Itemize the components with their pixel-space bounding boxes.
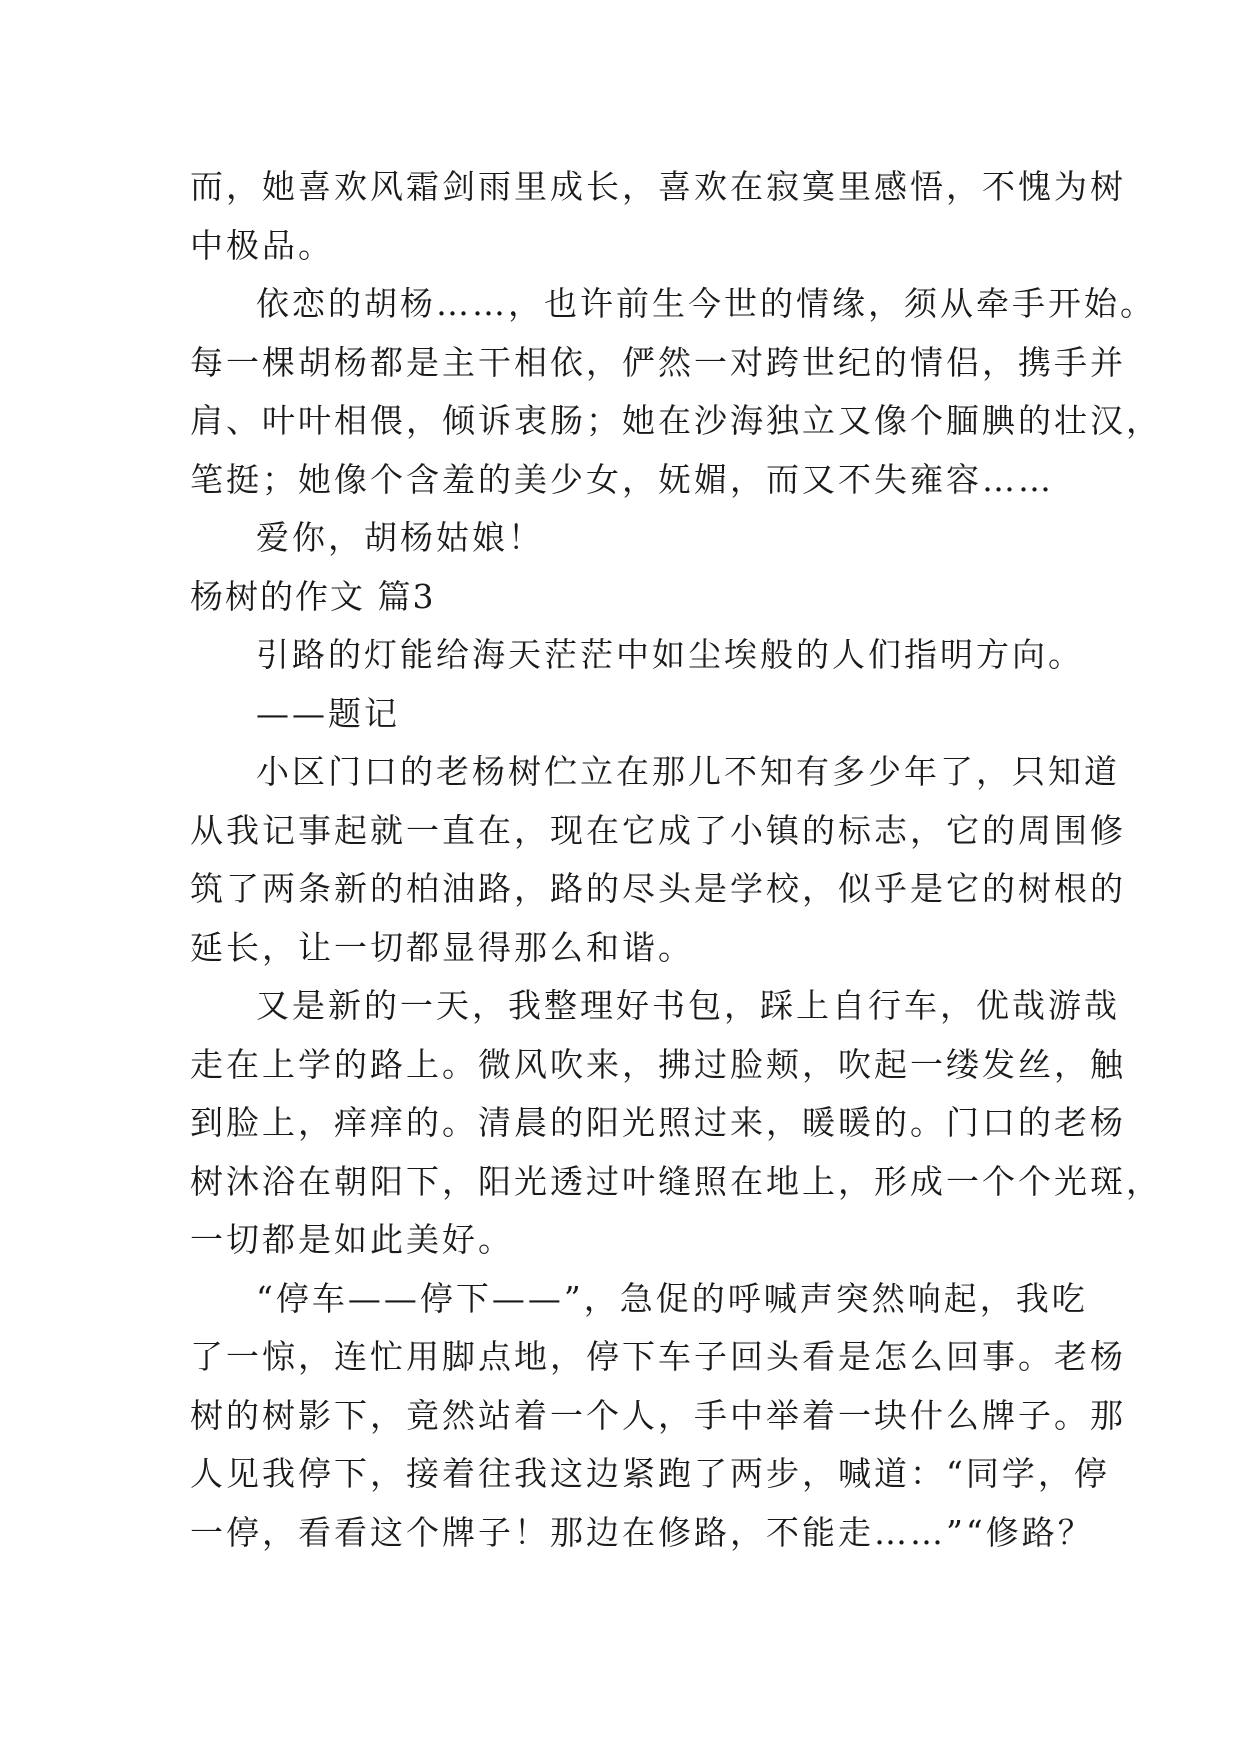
text-line: 了一惊，连忙用脚点地，停下车子回头看是怎么回事。老杨: [190, 1337, 1126, 1376]
text-line: 小区门口的老杨树伫立在那儿不知有多少年了，只知道: [256, 752, 1120, 791]
text-line: 笔挺；她像个含羞的美少女，妩媚，而又不失雍容……: [190, 459, 1054, 499]
text-line: 人见我停下，接着往我这边紧跑了两步，喊道：“同学，停: [190, 1454, 1110, 1493]
text-line: 树的树影下，竟然站着一个人，手中举着一块什么牌子。那: [190, 1395, 1126, 1435]
section-heading: 杨树的作文 篇3: [190, 576, 436, 616]
text-line: 中极品。: [190, 225, 334, 265]
text-line: “停车——停下——”，急促的呼喊声突然响起，我吃: [256, 1278, 1088, 1318]
text-line: 一切都是如此美好。: [190, 1220, 514, 1259]
text-line: 而，她喜欢风霜剑雨里成长，喜欢在寂寞里感悟，不愧为树: [190, 167, 1126, 206]
text-line: 肩、叶叶相偎，倾诉衷肠；她在沙海独立又像个腼腆的壮汉，: [190, 401, 1162, 440]
text-line: 一停，看看这个牌子！那边在修路，不能走……”“修路？: [190, 1512, 1094, 1552]
text-line: 到脸上，痒痒的。清晨的阳光照过来，暖暖的。门口的老杨: [190, 1103, 1126, 1142]
text-line: 延长，让一切都显得那么和谐。: [190, 927, 694, 967]
text-line: 依恋的胡杨……，也许前生今世的情缘，须从牵手开始。: [256, 284, 1156, 323]
text-line: 树沐浴在朝阳下，阳光透过叶缝照在地上，形成一个个光斑，: [190, 1161, 1162, 1201]
text-line: 每一棵胡杨都是主干相依，俨然一对跨世纪的情侣，携手并: [190, 342, 1126, 382]
epigraph: 引路的灯能给海天茫茫中如尘埃般的人们指明方向。: [256, 635, 1084, 674]
document-body: [190, 158, 1162, 1562]
epigraph-source: ——题记: [256, 693, 400, 733]
text-line: 爱你，胡杨姑娘！: [256, 518, 544, 557]
text-line: 筑了两条新的柏油路，路的尽头是学校，似乎是它的树根的: [190, 869, 1126, 908]
text-line: 从我记事起就一直在，现在它成了小镇的标志，它的周围修: [190, 810, 1126, 850]
text-line: 又是新的一天，我整理好书包，踩上自行车，优哉游哉: [256, 986, 1120, 1025]
text-line: 走在上学的路上。微风吹来，拂过脸颊，吹起一缕发丝，触: [190, 1044, 1126, 1084]
